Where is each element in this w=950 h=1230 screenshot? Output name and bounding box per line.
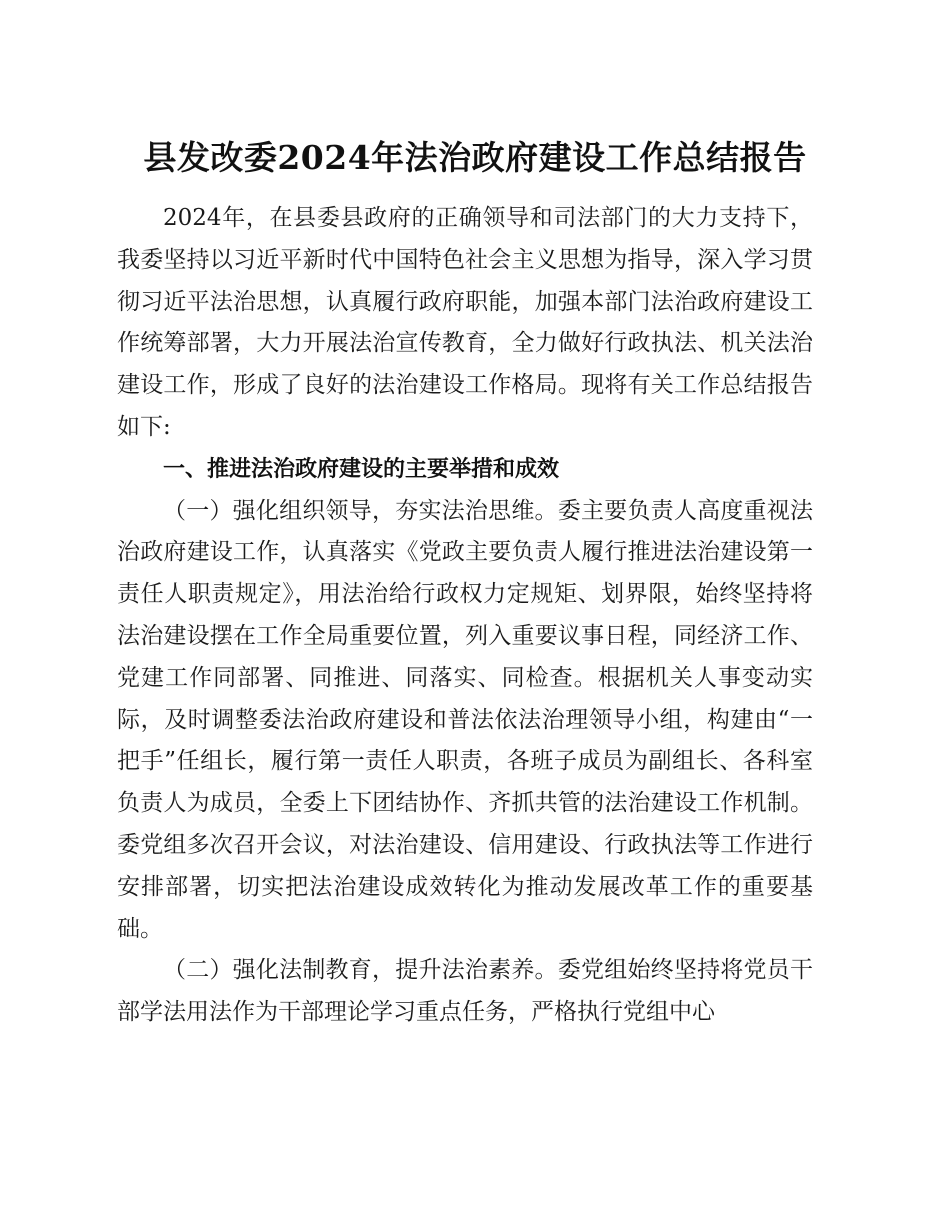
paragraph-2: （二）强化法制教育，提升法治素养。委党组始终坚持将党员干部学法用法作为干部理论学习重点任务，严格执行党组中心: [117, 957, 813, 1026]
document-title: 县发改委2024年法治政府建设工作总结报告: [143, 138, 807, 177]
intro-paragraph: 2024年，在县委县政府的正确领导和司法部门的大力支持下，我委坚持以习近平新时代中国特色社会主义思想为指导，深入学习贯彻习近平法治思想，认真履行政府职能，加强本部门法治政府建设工作统筹部署，大力开展法治宣传教育，全力做好行政执法、机关法治建设工作，形成了良好的法治建设工作格局。现将有关工作总结报告如下:: [117, 205, 813, 440]
section-heading: 一、推进法治政府建设的主要举措和成效: [163, 456, 560, 482]
document-body: [117, 198, 813, 1034]
paragraph-1: （一）强化组织领导，夯实法治思维。委主要负责人高度重视法治政府建设工作，认真落实《党政主要负责人履行推进法治建设第一责任人职责规定》，用法治给行政权力定规矩、划界限，始终坚持将法治建设摆在工作全局重要位置，列入重要议事日程，同经济工作、党建工作同部署、同推进、同落实、同检查。根据机关人事变动实际，及时调整委法治政府建设和普法依法治理领导小组，构建由“一把手”任组长，履行第一责任人职责，各班子成员为副组长、各科室负责人为成员，全委上下团结协作、齐抓共管的法治建设工作机制。委党组多次召开会议，对法治建设、信用建设、行政执法等工作进行安排部署，切实把法治建设成效转化为推动发展改革工作的重要基础。: [117, 497, 813, 942]
